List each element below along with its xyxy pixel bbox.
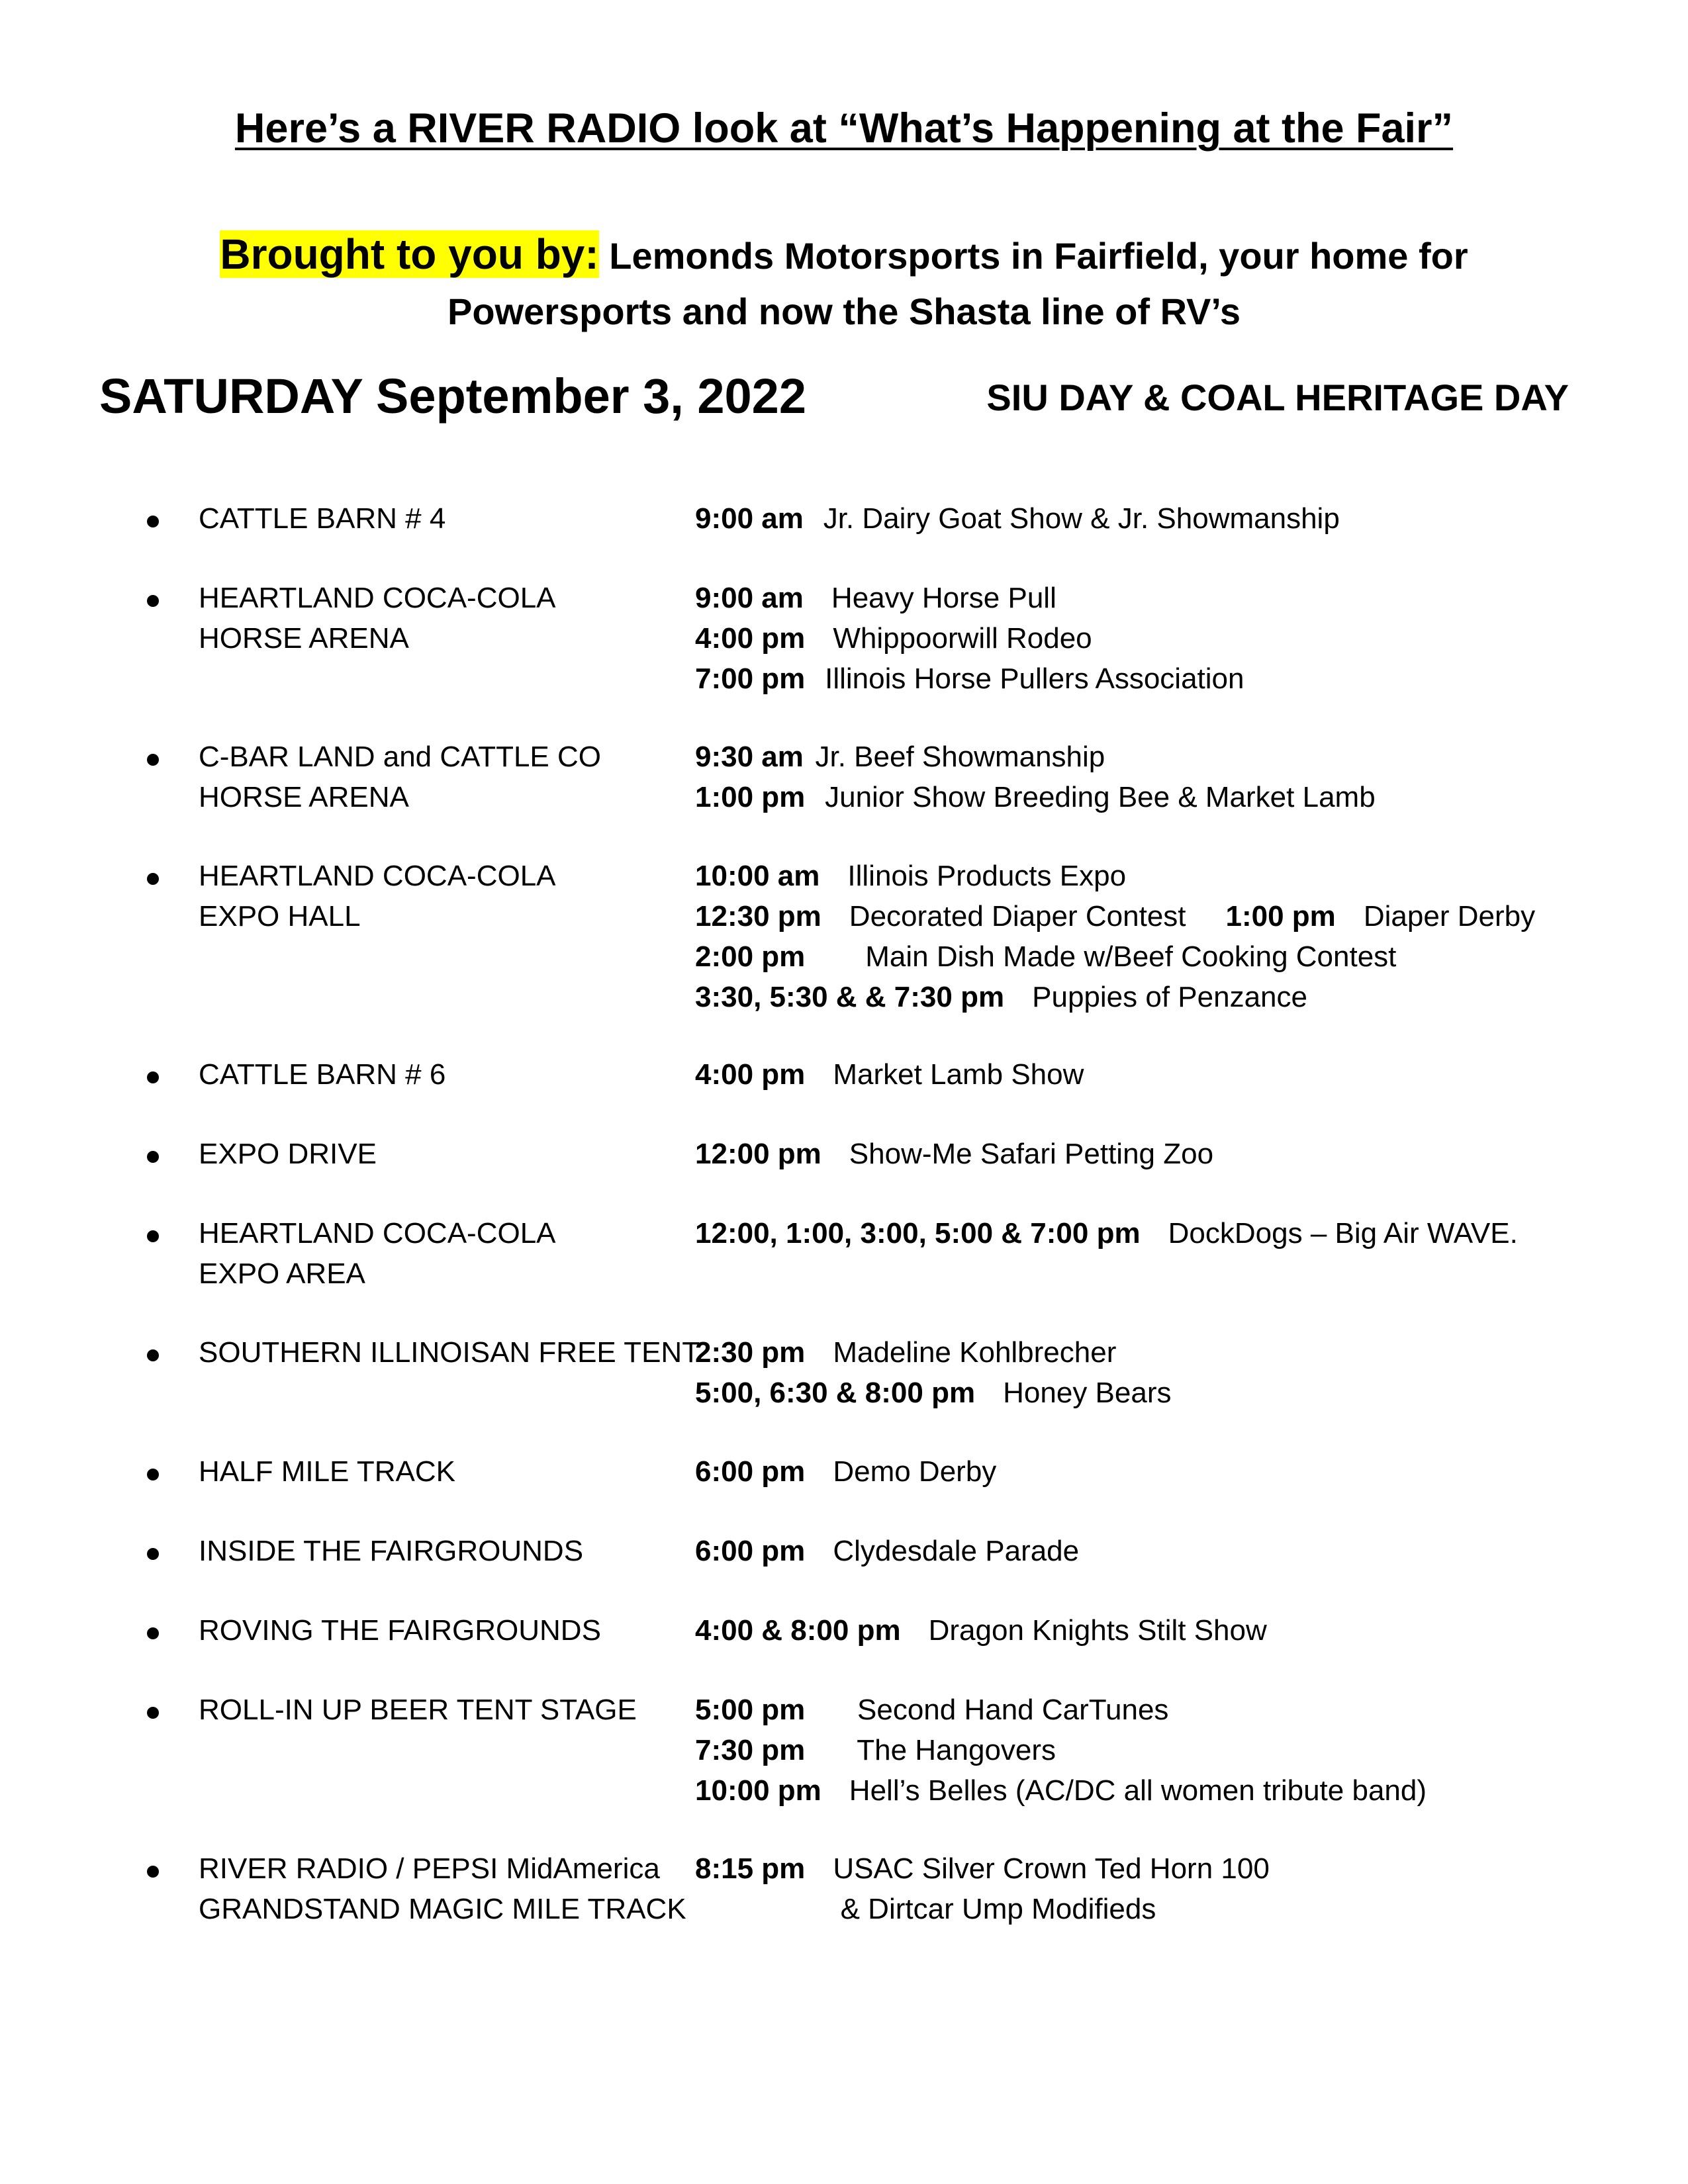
event-line — [695, 618, 1244, 659]
event-line — [695, 1610, 1267, 1651]
event-time: 4:00 pm — [695, 622, 806, 655]
event-line — [695, 1373, 1172, 1413]
event-description: Diaper Derby — [1347, 900, 1536, 933]
event-description: Hell’s Belles (AC/DC all women tribute band) — [833, 1774, 1427, 1807]
event-time: 9:30 am — [695, 741, 804, 773]
event-description: Show-Me Safari Petting Zoo — [833, 1138, 1214, 1170]
event-description: Jr. Dairy Goat Show & Jr. Showmanship — [815, 502, 1340, 535]
bullet-icon — [147, 516, 159, 527]
bullet-icon — [147, 1627, 159, 1639]
event-time: 5:00 pm — [695, 1694, 806, 1726]
event-list — [695, 1332, 1172, 1413]
event-time: 4:00 & 8:00 pm — [695, 1614, 901, 1647]
event-line — [695, 1451, 996, 1492]
event-description: Market Lamb Show — [816, 1058, 1084, 1091]
bullet-icon — [147, 1548, 159, 1560]
event-description: The Hangovers — [816, 1734, 1056, 1766]
day-theme: SIU DAY & COAL HERITAGE DAY — [986, 377, 1569, 418]
venue-name: HEARTLAND COCA-COLA HORSE ARENA — [199, 582, 556, 655]
event-line — [695, 896, 1535, 936]
event-list — [695, 737, 1376, 817]
event-time: 9:00 am — [695, 582, 804, 614]
sponsor-label: Brought to you by: — [220, 230, 599, 278]
event-line — [695, 856, 1535, 896]
day-heading: SATURDAY September 3, 2022 — [99, 369, 806, 424]
page-title: Here’s a RIVER RADIO look at “What’s Happening at the Fair” — [234, 105, 1454, 152]
event-time: 5:00, 6:30 & 8:00 pm — [695, 1377, 976, 1409]
event-list — [695, 1054, 1084, 1095]
event-time: 6:00 pm — [695, 1535, 806, 1567]
event-description: Dragon Knights Stilt Show — [912, 1614, 1267, 1647]
event-time: 7:30 pm — [695, 1734, 806, 1766]
event-description: DockDogs – Big Air WAVE. — [1152, 1217, 1518, 1250]
event-line — [695, 659, 1244, 699]
bullet-icon — [147, 1071, 159, 1083]
event-time: 2:00 pm — [695, 940, 806, 973]
event-line — [695, 737, 1376, 777]
venue-name: EXPO DRIVE — [199, 1138, 377, 1170]
event-line — [695, 1889, 1270, 1929]
event-list — [695, 1531, 1079, 1571]
event-list — [695, 1213, 1518, 1253]
event-list — [695, 498, 1340, 539]
venue-name: RIVER RADIO / PEPSI MidAmerica GRANDSTAND MAGIC MILE TRACK — [199, 1852, 686, 1925]
event-time: 3:30, 5:30 & & 7:30 pm — [695, 981, 1005, 1013]
event-description: Clydesdale Parade — [816, 1535, 1080, 1567]
event-description: Second Hand CarTunes — [816, 1694, 1169, 1726]
event-line — [695, 977, 1535, 1017]
venue-name: HEARTLAND COCA-COLA EXPO AREA — [199, 1217, 556, 1290]
event-description: Demo Derby — [816, 1455, 997, 1488]
event-line — [695, 1213, 1518, 1253]
event-description: Illinois Products Expo — [831, 860, 1127, 892]
event-time: 1:00 pm — [695, 781, 806, 813]
venue-name: HEARTLAND COCA-COLA EXPO HALL — [199, 860, 556, 933]
event-time: 12:00 pm — [695, 1138, 821, 1170]
bullet-icon — [147, 1707, 159, 1719]
bullet-icon — [147, 1230, 159, 1242]
event-description: Puppies of Penzance — [1015, 981, 1307, 1013]
event-time: 4:00 pm — [695, 1058, 806, 1091]
bullet-icon — [147, 754, 159, 766]
event-description: Whippoorwill Rodeo — [816, 622, 1092, 655]
event-list — [695, 578, 1244, 699]
event-line — [695, 498, 1340, 539]
event-line — [695, 1054, 1084, 1095]
event-description: Illinois Horse Pullers Association — [816, 662, 1244, 695]
venue-name: SOUTHERN ILLINOISAN FREE TENT — [199, 1336, 700, 1369]
event-list — [695, 1690, 1427, 1811]
bullet-icon — [147, 595, 159, 607]
event-description: USAC Silver Crown Ted Horn 100 — [816, 1852, 1270, 1885]
event-line — [695, 1690, 1427, 1730]
event-description: Honey Bears — [986, 1377, 1172, 1409]
venue-name: ROLL-IN UP BEER TENT STAGE — [199, 1694, 637, 1726]
event-time: 12:00, 1:00, 3:00, 5:00 & 7:00 pm — [695, 1217, 1141, 1250]
bullet-icon — [147, 1469, 159, 1480]
venue-name: HALF MILE TRACK — [199, 1455, 455, 1488]
event-time: 6:00 pm — [695, 1455, 806, 1488]
venue-name: INSIDE THE FAIRGROUNDS — [199, 1535, 584, 1567]
venue-name: ROVING THE FAIRGROUNDS — [199, 1614, 601, 1647]
event-description: Junior Show Breeding Bee & Market Lamb — [816, 781, 1376, 813]
bullet-icon — [147, 1151, 159, 1163]
event-line — [695, 1730, 1427, 1770]
sponsor-line-2: Powersports and now the Shasta line of RV’s — [447, 291, 1241, 332]
event-description: Madeline Kohlbrecher — [816, 1336, 1117, 1369]
event-line — [695, 578, 1244, 618]
event-time: 7:00 pm — [695, 662, 806, 695]
event-list — [695, 1451, 996, 1492]
bullet-icon — [147, 1349, 159, 1361]
event-list — [695, 1134, 1213, 1174]
event-time: 10:00 am — [695, 860, 820, 892]
event-line — [695, 936, 1535, 977]
event-list — [695, 856, 1535, 1017]
event-time: 12:30 pm — [695, 900, 821, 933]
event-line — [695, 1134, 1213, 1174]
event-description: Decorated Diaper Contest — [833, 900, 1186, 933]
venue-name: C-BAR LAND and CATTLE CO HORSE ARENA — [199, 741, 602, 813]
event-line — [695, 1848, 1270, 1889]
event-description: & Dirtcar Ump Modifieds — [840, 1893, 1156, 1925]
venue-name: CATTLE BARN # 4 — [199, 502, 446, 535]
bullet-icon — [147, 873, 159, 885]
event-list — [695, 1848, 1270, 1929]
event-line — [695, 1332, 1172, 1373]
event-list — [695, 1610, 1267, 1651]
event-description: Main Dish Made w/Beef Cooking Contest — [816, 940, 1397, 973]
venue-name: CATTLE BARN # 6 — [199, 1058, 446, 1091]
event-line — [695, 777, 1376, 817]
event-time: 10:00 pm — [695, 1774, 821, 1807]
bullet-icon — [147, 1866, 159, 1878]
event-line — [695, 1531, 1079, 1571]
event-time: 2:30 pm — [695, 1336, 806, 1369]
event-line — [695, 1770, 1427, 1811]
event-time: 9:00 am — [695, 502, 804, 535]
event-time: 8:15 pm — [695, 1852, 806, 1885]
sponsor-line-1: Lemonds Motorsports in Fairfield, your home for — [598, 235, 1468, 277]
event-description: Jr. Beef Showmanship — [815, 741, 1105, 773]
event-description: Heavy Horse Pull — [815, 582, 1056, 614]
event-time: 1:00 pm — [1225, 900, 1336, 933]
